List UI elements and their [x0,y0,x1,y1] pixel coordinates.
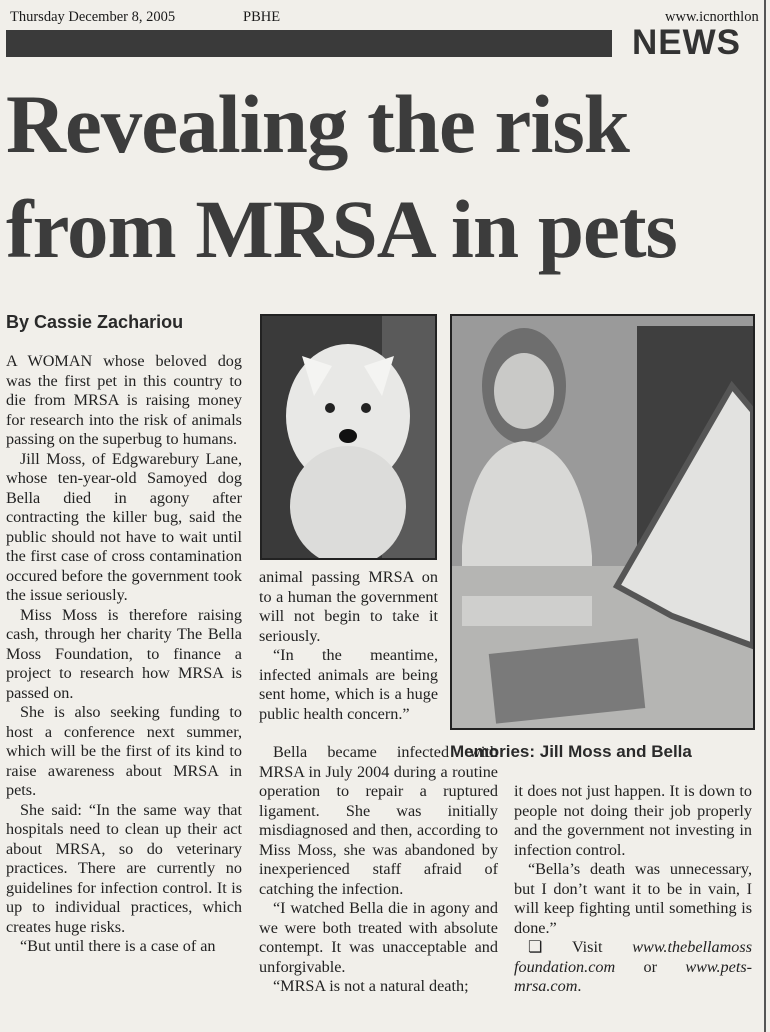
samoyed-dog-image [262,316,435,558]
paragraph: “Bella’s death was unnecessary, but I don’t want it to be in vain, I will keep fighting until something is done.” [514,860,752,937]
headline-line-2: from MRSA in pets [6,183,677,275]
checkbox-bullet-icon: ❏ [528,938,543,956]
visit-or: or [643,957,657,976]
issue-date: Thursday December 8, 2005 [10,9,176,25]
paragraph: “In the meantime, infected animals are being sent home, which is a huge public health concern.” [259,646,438,723]
paragraph: animal passing MRSA on to a human the government will not begin to take it seriously. [259,568,438,645]
paragraph: “But until there is a case of an [20,937,216,955]
headline [6,72,766,282]
paragraph: it does not just happen. It is down to people not doing their job properly and the government not investing in infection control. [514,782,752,859]
photo-caption: Memories: Jill Moss and Bella [450,742,692,761]
paragraph: She said: “In the same way that hospitals need to clean up their act about MRSA, so do veterinary practices. There are currently no guidelines for infection control. It is up to individual practices, which creates huge risks. [6,800,242,936]
byline: By Cassie Zachariou [6,312,184,332]
paragraph: “MRSA is not a natural death; [273,977,469,995]
pets-mrsa-website-link[interactable]: www.pets-mrsa.com [514,957,753,995]
paragraph: She is also seeking funding to host a conference next summer, which will be the first of its kind to raise awareness about MRSA in pets. [6,703,242,799]
article-column-4 [514,782,752,997]
article-column-3 [259,743,498,997]
article-column-2 [259,568,438,724]
visit-line [514,938,752,997]
visit-end: . [577,977,582,995]
paragraph: Miss Moss is therefore raising cash, through her charity The Bella Moss Foundation, to finance a project to research how MRSA is passed on. [6,605,242,702]
dog-photo [260,314,437,560]
website-url: www.icnorthlon [665,9,759,25]
edition-code: PBHE [243,9,281,25]
paragraph: Bella became infected with MRSA in July 2004 during a routine operation to repair a ruptured ligament. She was initially misdiagnosed and then, according to Miss Moss, she was abandoned by inexperienced staff afraid of catching the infection. [259,743,498,898]
paragraph: Jill Moss, of Edgwarebury Lane, whose ten-year-old Samoyed dog Bella died in agony after contracting the killer bug, said the public should not have to wait until the first case of cross contamination occured before the government took the issue seriously. [6,449,242,604]
article-column-1 [6,352,242,957]
foundation-website-link[interactable]: www.thebellamoss foundation.com [514,938,752,976]
woman-with-framed-picture-image [452,316,753,728]
paragraph: A WOMAN whose beloved dog was the first pet in this country to die from MRSA is raising money for research into the risk of animals passing on the superbug to humans. [6,352,242,448]
paragraph: “I watched Bella die in agony and we were both treated with absolute contempt. It was unacceptable and unforgivable. [259,899,498,976]
owner-photo [450,314,755,730]
visit-label: Visit [571,938,603,956]
section-label: NEWS [632,23,741,62]
headline-line-1: Revealing the risk [6,78,629,170]
section-bar [6,30,612,57]
